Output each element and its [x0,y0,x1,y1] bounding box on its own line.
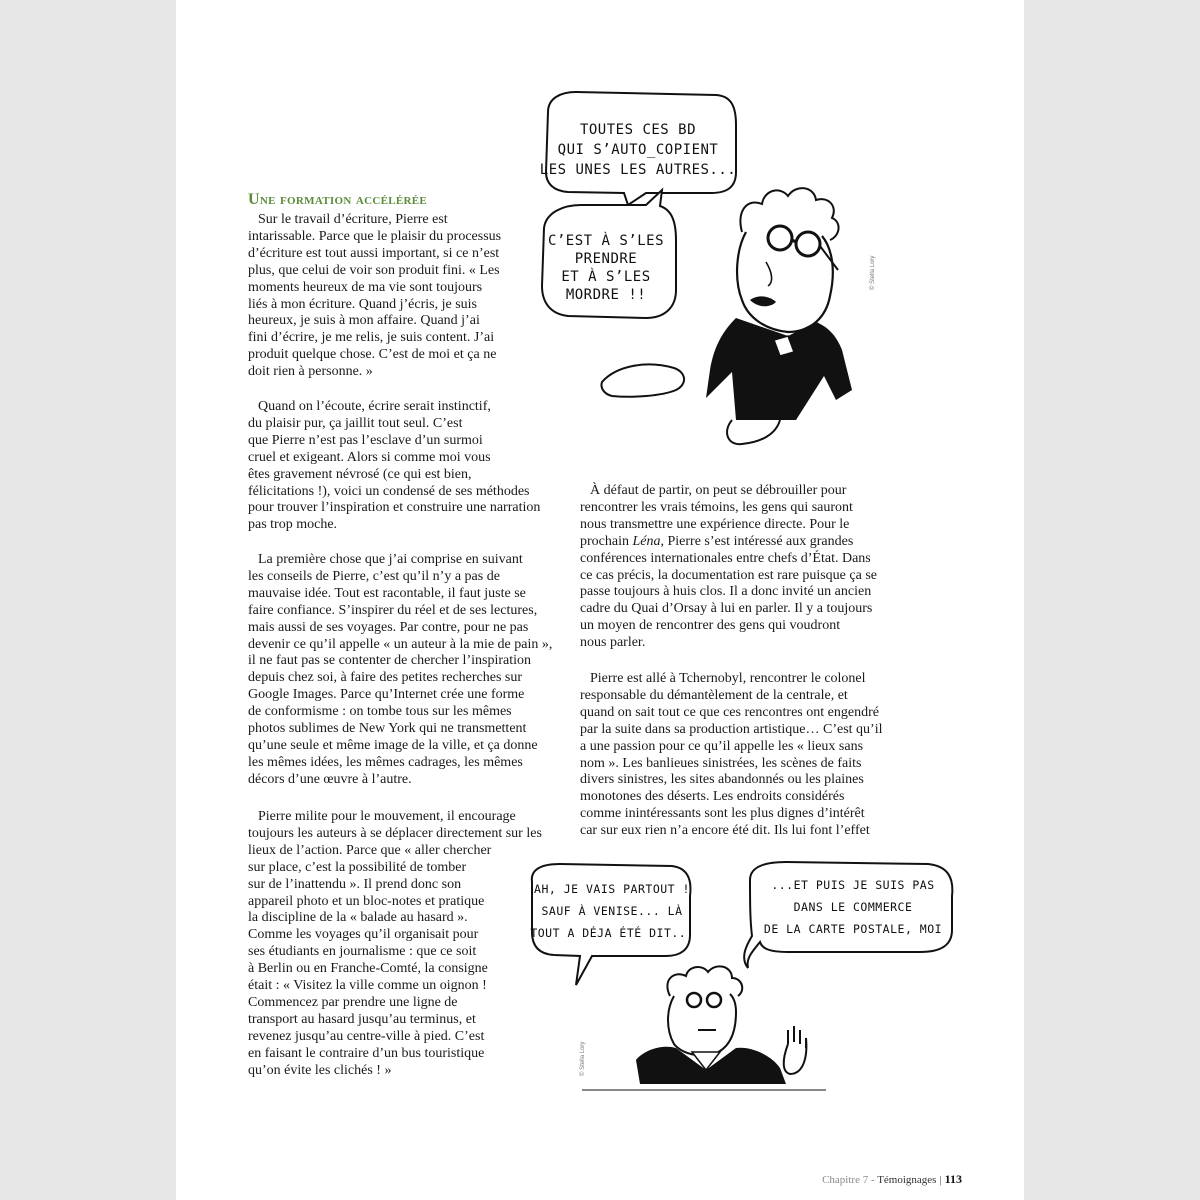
speech-bubble-left-text: C’EST À S’LES PRENDRE ET À S’LES MORDRE !! [547,233,665,303]
col1-paragraph-3: La première chose que j’ai comprise en suivant les conseils de Pierre, c’est qu’il n’y a pas de mauvaise idée. Tout est racontable, il faut juste se faire confiance. S’inspirer du réel et de ses lectures, mais aussi de ses voyages. Par contre, pour ne pas devenir ce qu’il appelle « un auteur à la mie de pain », il ne faut pas se contenter de chercher l’inspiration depuis chez soi, à faire des petites recherches sur Google Images. Parce qu’Internet crée une forme de conformisme : on tombe tous sur les mêmes photos sublimes de New York qui ne transmettent qu’une seule et même image de la ville, et ça donne les mêmes idées, les mêmes cadrages, les mêmes décors d’une œuvre à l’autre. [248,552,553,787]
speech-bubble-top-text: TOUTES CES BD QUI S’AUTO_COPIENT LES UNES LES AUTRES... [539,122,737,178]
book-title-lena: Léna [632,533,661,549]
footer-section: Témoignages [877,1174,937,1186]
cartoon-drawing-bottom [176,0,1024,1200]
speech-bubble-bottom-right-text: ...ET PUIS JE SUIS PAS DANS LE COMMERCE DE LA CARTE POSTALE, MOI [763,878,943,936]
book-page [176,0,1024,1200]
col2-paragraph-2: Pierre est allé à Tchernobyl, rencontrer le colonel responsable du démantèlement de la centrale, et quand on sait tout ce que ces rencontres ont engendré par la suite dans sa production artistique… C’est qu’il a une passion pour ce qu’il appelle les « lieux sans nom ». Les banlieues sinistrées, les scènes de faits divers sinistres, les sites abandonnés ou les plaines monotones des déserts. Les endroits considérés comme inintéressants sont les plus dignes d’intérêt car sur eux rien n’a encore été dit. Ils lui font l’effet [580,671,883,839]
col1-paragraph-2: Quand on l’écoute, écrire serait instinctif, du plaisir pur, ça jaillit tout seul. C’est que Pierre n’est pas l’esclave d’un surmoi cruel et exigeant. Alors si comme moi vous êtes gravement névrosé (ce qui est bien, félicitations !), voici un condensé de ses méthodes pour trouver l’inspiration et construire une narration pas trop moche. [248,399,541,533]
section-heading: Une formation accélérée [248,191,428,208]
page-number: 113 [944,1172,962,1186]
illustration-credit-bottom: © Stella Lory [580,1041,586,1076]
col1-paragraph-1: Sur le travail d’écriture, Pierre est intarissable. Parce que le plaisir du processus d’écriture est tout aussi important, si ce n’est plus, que celui de voir son produit fini. « Les moments heureux de ma vie sont toujours liés à mon écriture. Quand j’écris, je suis heureux, je suis à mon affaire. Quand j’ai fini d’écrire, je me relis, je suis content. J’ai produit quelque chose. C’est de moi et ça ne doit rien à personne. » [248,212,502,380]
speech-bubble-bottom-left-text: AH, JE VAIS PARTOUT ! SAUF À VENISE... LÀ TOUT A DÉJA ÉTÉ DIT... [530,882,694,940]
col2-paragraph-1: À défaut de partir, on peut se débrouiller pour rencontrer les vrais témoins, les gens qui sauront nous transmettre une expérience directe. Pour le prochain Léna, Pierre s’est intéressé aux grandes conférences internationales entre chefs d’État. Dans ce cas précis, la documentation est rare puisque ça se passe toujours à huis clos. Il a donc invité un ancien cadre du Quai d’Orsay à lui en parler. Il y a toujours un moyen de rencontrer des gens qui voudront nous parler. [580,483,877,651]
col1-paragraph-4: Pierre milite pour le mouvement, il encourage toujours les auteurs à se déplacer directement sur les lieux de l’action. Parce que « aller chercher sur place, c’est la possibilité de tomber sur de l’inattendu ». Il prend donc son appareil photo et un bloc-notes et pratique la discipline de la « balade au hasard ». Comme les voyages qu’il organisait pour ses étudiants en journalisme : que ce soit à Berlin ou en Franche-Comté, la consigne était : « Visitez la ville comme un oignon ! Commencez par prendre une ligne de transport au hasard jusqu’au terminus, et revenez jusqu’au centre-ville à pied. C’est en faisant le contraire d’un bus touristique qu’on évite les clichés ! » [248,809,542,1078]
illustration-credit-top: © Stella Lory [870,255,876,290]
footer-separator: | [939,1174,942,1186]
footer-chapter: Chapitre 7 [822,1174,869,1186]
page-footer: Chapitre 7 - Témoignages | 113 [822,1172,962,1186]
